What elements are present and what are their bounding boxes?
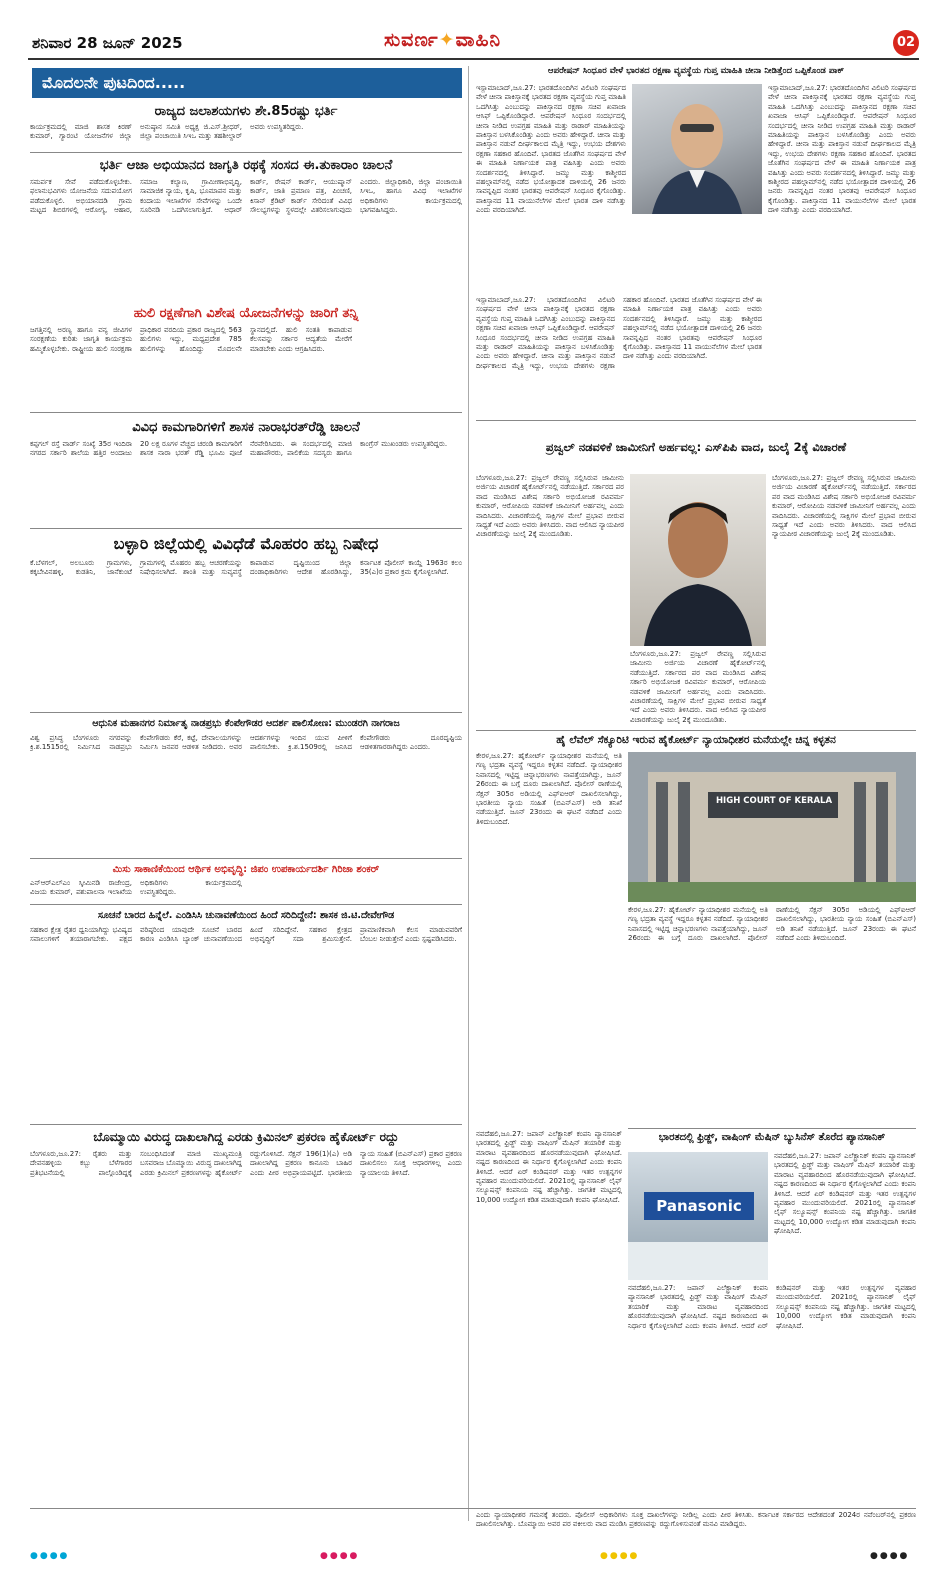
- column-divider: [468, 66, 469, 1521]
- minister-photo: [632, 84, 762, 214]
- article-kempegowda: [30, 718, 462, 854]
- article-awareness-chariot: [30, 158, 462, 306]
- article-body: ವಿಶ್ವ ಪ್ರಸಿದ್ಧ ಬೆಂಗಳೂರು ನಗರವನ್ನು ಕ್ರಿ.ಶ.1515ರಲ್ಲಿ ನಿರ್ಮಿಸಿದ ನಾಡಪ್ರಭು ಕೆಂಪೇಗೌಡರು ಕೆರೆ, ಕಟ್ಟೆ, ದೇವಾಲಯಗಳನ್ನು ನಿರ್ಮಿಸಿ ಜನಪರ ಆಡಳಿತ ನೀಡಿದರು. ಅವರ ಆದರ್ಶಗಳನ್ನು ಇಂದಿನ ಯುವ ಪೀಳಿಗೆ ಪಾಲಿಸಬೇಕು. ಕ್ರಿ.ಶ.1509ರಲ್ಲಿ ಜನಿಸಿದ ಕೆಂಪೇಗೌಡರು ದೂರದೃಷ್ಟಿಯ ಆಡಳಿತಗಾರರಾಗಿದ್ದರು ಎಂದರು.: [30, 734, 462, 752]
- headline: ಸೂಚನೆ ಬಾರದ ಹಿನ್ನೆಲೆ. ಎಂಡಿಸಿಸಿ ಚುನಾವಣೆಯಿಂದ ಹಿಂದೆ ಸರಿದಿದ್ದೇನೆ: ಶಾಸಕ ಜಿ.ಟಿ.ದೇವೇಗೌಡ: [97, 910, 395, 921]
- masthead-rule: [28, 58, 919, 60]
- article-body: ಕಾರ್ಯಕ್ರಮದಲ್ಲಿ ಮಾಜಿ ಶಾಸಕ ಕಿರಣ್ ಕುಮಾರ್, ಗ್ಯಾರಂಟಿ ಯೋಜನೆಗಳ ಜಿಲ್ಲಾ ಅನುಷ್ಠಾನ ಸಮಿತಿ ಅಧ್ಯಕ್ಷ ಜಿ.ಎಸ್.ಶ್ರೀಧರ್, ಜಿಲ್ಲಾ ಪಂಚಾಯಿತಿ ಸಿಇಒ ಮತ್ತು ತಹಶೀಲ್ದಾರ್ ಅವರು ಉಪಸ್ಥಿತರಿದ್ದರು.: [30, 123, 304, 141]
- headline: ವಿವಿಧ ಕಾಮಗಾರಿಗಳಿಗೆ ಶಾಸಕ ನಾರಾಭರತ್‌ರೆಡ್ಡಿ ಚಾಲನೆ: [132, 420, 360, 435]
- headline: ಬೊಮ್ಮಾಯಿ ವಿರುದ್ಧ ದಾಖಲಾಗಿದ್ದ ಎರಡು ಕ್ರಿಮಿನಲ್ ಪ್ರಕರಣ ಹೈಕೋರ್ಟ್ ರದ್ದು: [93, 1130, 399, 1144]
- article-body-col-3: ಇಸ್ಲಾಮಾಬಾದ್,ಜೂ.27: ಭಾರತದೊಂದಿಗಿನ ವಿಲಿಟರಿ ಸಂಘರ್ಷದ ವೇಳೆ ಚೀನಾ ಪಾಕಿಸ್ತಾನಕ್ಕೆ ಭಾರತದ ರಕ್ಷಣಾ ವ್ಯವಸ್ಥೆಯ ಗುಪ್ತ ಮಾಹಿತಿ ಒದಗಿಸಿತ್ತು ಎಂಬುದನ್ನು ಪಾಕಿಸ್ತಾನದ ರಕ್ಷಣಾ ಸಚಿವ ಖವಾಜಾ ಆಸಿಫ್ ಒಪ್ಪಿಕೊಂಡಿದ್ದಾರೆ. ಆಪರೇಷನ್ ಸಿಂಧೂರ ಸಂದರ್ಭದಲ್ಲಿ ಚೀನಾ ನೀಡಿದ ಉಪಗ್ರಹ ಮಾಹಿತಿ ಮತ್ತು ರಾಡಾರ್ ಮಾಹಿತಿಯನ್ನು ಪಾಕಿಸ್ತಾನ ಬಳಸಿಕೊಂಡಿತ್ತು ಎಂದು ಅವರು ಹೇಳಿದ್ದಾರೆ. ಚೀನಾ ಮತ್ತು ಪಾಕಿಸ್ತಾನ ನಡುವೆ ದೀರ್ಘಕಾಲದ ಮೈತ್ರಿ ಇದ್ದು, ಉಭಯ ದೇಶಗಳು ರಕ್ಷಣಾ ಸಹಕಾರ ಹೊಂದಿವೆ. ಭಾರತದ ಜೊತೆಗಿನ ಸಂಘರ್ಷದ ವೇಳೆ ಈ ಮಾಹಿತಿ ನಿರ್ಣಾಯಕ ಪಾತ್ರ ವಹಿಸಿತ್ತು ಎಂದು ಅವರು ಸಂದರ್ಶನದಲ್ಲಿ ತಿಳಿಸಿದ್ದಾರೆ. ಜಮ್ಮು ಮತ್ತು ಕಾಶ್ಮೀರದ ಪಹಲ್ಗಾಮ್‌ನಲ್ಲಿ ನಡೆದ ಭಯೋತ್ಪಾದಕ ದಾಳಿಯಲ್ಲಿ 26 ಜನರು ಸಾವನ್ನಪ್ಪಿದ ನಂತರ ಭಾರತವು ಆಪರೇಷನ್ ಸಿಂಧೂರ ಕೈಗೊಂಡಿತ್ತು. ಪಾಕಿಸ್ತಾನದ 11 ವಾಯುನೆಲೆಗಳ ಮೇಲೆ ಭಾರತ ದಾಳಿ ನಡೆಸಿತ್ತು ಎಂದು ವರದಿಯಾಗಿದೆ.: [768, 84, 916, 215]
- article-body-col-3: ನವದೆಹಲಿ,ಜೂ.27: ಜಪಾನ್ ಎಲೆಕ್ಟ್ರಾನಿಕ್ ಕಂಪನಿ ಪ್ಯಾನಸಾನಿಕ್ ಭಾರತದಲ್ಲಿ ಫ್ರಿಡ್ಜ್ ಮತ್ತು ವಾಷಿಂಗ್ ಮೆಷಿನ್ ತಯಾರಿಕೆ ಮತ್ತು ಮಾರಾಟ ವ್ಯವಹಾರದಿಂದ ಹೊರನಡೆಯುವುದಾಗಿ ಘೋಷಿಸಿದೆ. ನಷ್ಟದ ಕಾರಣದಿಂದ ಈ ನಿರ್ಧಾರ ಕೈಗೊಳ್ಳಲಾಗಿದೆ ಎಂದು ಕಂಪನಿ ತಿಳಿಸಿದೆ. ಆದರೆ ಏರ್ ಕಂಡಿಷನರ್ ಮತ್ತು ಇತರ ಉತ್ಪನ್ನಗಳ ವ್ಯವಹಾರ ಮುಂದುವರಿಯಲಿದೆ. 2021ರಲ್ಲಿ ಪ್ಯಾನಸಾನಿಕ್ ಲೈಫ್ ಸಲ್ಯೂಷನ್ಸ್ ಕಂಪನಿಯ ನಷ್ಟ ಹೆಚ್ಚಾಗಿತ್ತು. ಜಾಗತಿಕ ಮಟ್ಟದಲ್ಲಿ 10,000 ಉದ್ಯೋಗ ಕಡಿತ ಮಾಡುವುದಾಗಿ ಕಂಪನಿ ಘೋಷಿಸಿದೆ.: [774, 1152, 916, 1236]
- article-panasonic: [628, 1132, 916, 1143]
- article-body-cols-2-3: ಕೇರಳ,ಜೂ.27: ಹೈಕೋರ್ಟ್ ನ್ಯಾಯಾಧೀಶರ ಮನೆಯಲ್ಲಿ ಅತಿ ಗಣ್ಯ ಭದ್ರತಾ ವ್ಯವಸ್ಥೆ ಇದ್ದರೂ ಕಳ್ಳತನ ನಡೆದಿದೆ. ನ್ಯಾಯಾಧೀಶರ ನಿವಾಸದಲ್ಲಿ ಇಟ್ಟಿದ್ದ ಚಿನ್ನಾಭರಣಗಳು ನಾಪತ್ತೆಯಾಗಿದ್ದು, ಜೂನ್ 26ರಂದು ಈ ಬಗ್ಗೆ ದೂರು ದಾಖಲಾಗಿದೆ. ಪೊಲೀಸ್ ಠಾಣೆಯಲ್ಲಿ ಸೆಕ್ಷನ್ 305ರ ಅಡಿಯಲ್ಲಿ ಎಫ್‌ಐಆರ್ ದಾಖಲಿಸಲಾಗಿದ್ದು, ಭಾರತೀಯ ನ್ಯಾಯ ಸಂಹಿತೆ (ಬಿಎನ್‌ಎಸ್) ಅಡಿ ತನಿಖೆ ನಡೆಯುತ್ತಿದೆ. ಜೂನ್ 23ರಂದು ಈ ಘಟನೆ ನಡೆದಿದೆ ಎಂದು ತಿಳಿದುಬಂದಿದೆ.: [628, 906, 916, 943]
- article-body: ಜಗತ್ತಿನಲ್ಲಿ ಅರಣ್ಯ ಹಾಗೂ ವನ್ಯ ಜೀವಿಗಳ ಸಂರಕ್ಷಣೆಯ ಕುರಿತು ಜಾಗೃತಿ ಕಾರ್ಯಕ್ರಮ ಹಮ್ಮಿಕೊಳ್ಳಬೇಕು. ರಾಷ್ಟ್ರೀಯ ಹುಲಿ ಸಂರಕ್ಷಣಾ ಪ್ರಾಧಿಕಾರ ವರದಿಯ ಪ್ರಕಾರ ರಾಜ್ಯದಲ್ಲಿ 563 ಹುಲಿಗಳು ಇದ್ದು, ಮಧ್ಯಪ್ರದೇಶ 785 ಹುಲಿಗಳನ್ನು ಹೊಂದಿದ್ದು ಮೊದಲನೇ ಸ್ಥಾನದಲ್ಲಿದೆ. ಹುಲಿ ಸಂತತಿ ಕಾಪಾಡುವ ಕೆಲಸವನ್ನು ಸರ್ಕಾರ ಆದ್ಯತೆಯ ಮೇರೆಗೆ ಮಾಡಬೇಕು ಎಂದು ಆಗ್ರಹಿಸಿದರು.: [30, 326, 352, 353]
- article-body-continued: ಇಸ್ಲಾಮಾಬಾದ್,ಜೂ.27: ಭಾರತದೊಂದಿಗಿನ ವಿಲಿಟರಿ ಸಂಘರ್ಷದ ವೇಳೆ ಚೀನಾ ಪಾಕಿಸ್ತಾನಕ್ಕೆ ಭಾರತದ ರಕ್ಷಣಾ ವ್ಯವಸ್ಥೆಯ ಗುಪ್ತ ಮಾಹಿತಿ ಒದಗಿಸಿತ್ತು ಎಂಬುದನ್ನು ಪಾಕಿಸ್ತಾನದ ರಕ್ಷಣಾ ಸಚಿವ ಖವಾಜಾ ಆಸಿಫ್ ಒಪ್ಪಿಕೊಂಡಿದ್ದಾರೆ. ಆಪರೇಷನ್ ಸಿಂಧೂರ ಸಂದರ್ಭದಲ್ಲಿ ಚೀನಾ ನೀಡಿದ ಉಪಗ್ರಹ ಮಾಹಿತಿ ಮತ್ತು ರಾಡಾರ್ ಮಾಹಿತಿಯನ್ನು ಪಾಕಿಸ್ತಾನ ಬಳಸಿಕೊಂಡಿತ್ತು ಎಂದು ಅವರು ಹೇಳಿದ್ದಾರೆ. ಚೀನಾ ಮತ್ತು ಪಾಕಿಸ್ತಾನ ನಡುವೆ ದೀರ್ಘಕಾಲದ ಮೈತ್ರಿ ಇದ್ದು, ಉಭಯ ದೇಶಗಳು ರಕ್ಷಣಾ ಸಹಕಾರ ಹೊಂದಿವೆ. ಭಾರತದ ಜೊತೆಗಿನ ಸಂಘರ್ಷದ ವೇಳೆ ಈ ಮಾಹಿತಿ ನಿರ್ಣಾಯಕ ಪಾತ್ರ ವಹಿಸಿತ್ತು ಎಂದು ಅವರು ಸಂದರ್ಶನದಲ್ಲಿ ತಿಳಿಸಿದ್ದಾರೆ. ಜಮ್ಮು ಮತ್ತು ಕಾಶ್ಮೀರದ ಪಹಲ್ಗಾಮ್‌ನಲ್ಲಿ ನಡೆದ ಭಯೋತ್ಪಾದಕ ದಾಳಿಯಲ್ಲಿ 26 ಜನರು ಸಾವನ್ನಪ್ಪಿದ ನಂತರ ಭಾರತವು ಆಪರೇಷನ್ ಸಿಂಧೂರ ಕೈಗೊಂಡಿತ್ತು. ಪಾಕಿಸ್ತಾನದ 11 ವಾಯುನೆಲೆಗಳ ಮೇಲೆ ಭಾರತ ದಾಳಿ ನಡೆಸಿತ್ತು ಎಂದು ವರದಿಯಾಗಿದೆ.: [476, 296, 762, 370]
- article-body-col-1: ಇಸ್ಲಾಮಾಬಾದ್,ಜೂ.27: ಭಾರತದೊಂದಿಗಿನ ವಿಲಿಟರಿ ಸಂಘರ್ಷದ ವೇಳೆ ಚೀನಾ ಪಾಕಿಸ್ತಾನಕ್ಕೆ ಭಾರತದ ರಕ್ಷಣಾ ವ್ಯವಸ್ಥೆಯ ಗುಪ್ತ ಮಾಹಿತಿ ಒದಗಿಸಿತ್ತು ಎಂಬುದನ್ನು ಪಾಕಿಸ್ತಾನದ ರಕ್ಷಣಾ ಸಚಿವ ಖವಾಜಾ ಆಸಿಫ್ ಒಪ್ಪಿಕೊಂಡಿದ್ದಾರೆ. ಆಪರೇಷನ್ ಸಿಂಧೂರ ಸಂದರ್ಭದಲ್ಲಿ ಚೀನಾ ನೀಡಿದ ಉಪಗ್ರಹ ಮಾಹಿತಿ ಮತ್ತು ರಾಡಾರ್ ಮಾಹಿತಿಯನ್ನು ಪಾಕಿಸ್ತಾನ ಬಳಸಿಕೊಂಡಿತ್ತು ಎಂದು ಅವರು ಹೇಳಿದ್ದಾರೆ. ಚೀನಾ ಮತ್ತು ಪಾಕಿಸ್ತಾನ ನಡುವೆ ದೀರ್ಘಕಾಲದ ಮೈತ್ರಿ ಇದ್ದು, ಉಭಯ ದೇಶಗಳು ರಕ್ಷಣಾ ಸಹಕಾರ ಹೊಂದಿವೆ. ಭಾರತದ ಜೊತೆಗಿನ ಸಂಘರ್ಷದ ವೇಳೆ ಈ ಮಾಹಿತಿ ನಿರ್ಣಾಯಕ ಪಾತ್ರ ವಹಿಸಿತ್ತು ಎಂದು ಅವರು ಸಂದರ್ಶನದಲ್ಲಿ ತಿಳಿಸಿದ್ದಾರೆ. ಜಮ್ಮು ಮತ್ತು ಕಾಶ್ಮೀರದ ಪಹಲ್ಗಾಮ್‌ನಲ್ಲಿ ನಡೆದ ಭಯೋತ್ಪಾದಕ ದಾಳಿಯಲ್ಲಿ 26 ಜನರು ಸಾವನ್ನಪ್ಪಿದ ನಂತರ ಭಾರತವು ಆಪರೇಷನ್ ಸಿಂಧೂರ ಕೈಗೊಂಡಿತ್ತು. ಪಾಕಿಸ್ತಾನದ 11 ವಾಯುನೆಲೆಗಳ ಮೇಲೆ ಭಾರತ ದಾಳಿ ನಡೆಸಿತ್ತು ಎಂದು ವರದಿಯಾಗಿದೆ.: [476, 84, 626, 215]
- section-banner: ಮೊದಲನೇ ಪುಟದಿಂದ.....: [32, 68, 462, 98]
- headline: ಆಪರೇಷನ್ ಸಿಂಧೂರ ವೇಳೆ ಭಾರತದ ರಕ್ಷಣಾ ವ್ಯವಸ್ಥೆಯ ಗುಪ್ತ ಮಾಹಿತಿ ಚೀನಾ ನೀಡಿತ್ತೆಂದ ಒಪ್ಪಿಕೊಂಡ ಪಾಕ್: [547, 66, 845, 76]
- article-body: ಕಪ್ಪಗಲ್ ರಸ್ತೆ ವಾರ್ಡ್ ಸಂಖ್ಯೆ 35ರ ಇಂದಿರಾ ನಗರದ ಸರ್ಕಾರಿ ಶಾಲೆಯ ಹತ್ತಿರ ಅಂದಾಜು 20 ಲಕ್ಷ ರೂಗಳ ವೆಚ್ಚದ ಚರಂಡಿ ಕಾಮಗಾರಿಗೆ ಶಾಸಕ ನಾರಾ ಭರತ್ ರೆಡ್ಡಿ ಭೂಮಿ ಪೂಜೆ ನೆರವೇರಿಸಿದರು. ಈ ಸಂದರ್ಭದಲ್ಲಿ ಮಾಜಿ ಮಹಾಪೌರರು, ಪಾಲಿಕೆಯ ಸದಸ್ಯರು ಹಾಗೂ ಕಾಂಗ್ರೆಸ್ ಮುಖಂಡರು ಉಪಸ್ಥಿತರಿದ್ದರು.: [30, 440, 448, 458]
- headline: ಹೈ ಲೆವೆಲ್ ಸೆಕ್ಯೂರಿಟಿ ಇರುವ ಹೈಕೋರ್ಟ್ ನ್ಯಾಯಾಧೀಶರ ಮನೆಯಲ್ಲೇ ಚಿನ್ನ ಕಳ್ಳತನ: [556, 734, 836, 746]
- article-body: ಸಮರ್ಪಕ ಸೇವೆ ಪಡೆದುಕೊಳ್ಳಬೇಕು. ಫಲಾನುಭವಿಗಳು ಯೋಜನೆಯ ಸದುಪಯೋಗ ಪಡೆದುಕೊಳ್ಳಲಿ. ಅಭಿಯಾನದಡಿ ಗ್ರಾಮ ಮಟ್ಟದ ಶಿಬಿರಗಳಲ್ಲಿ ಆರೋಗ್ಯ, ಆಹಾರ, ಸಮಾಜ ಕಲ್ಯಾಣ, ಗ್ರಾಮೀಣಾಭಿವೃದ್ಧಿ, ಸಾಮಾಜಿಕ ನ್ಯಾಯ, ಕೃಷಿ, ಭೂಮಾಪನ ಮತ್ತು ಕಂದಾಯ ಇಲಾಖೆಗಳ ಸೇವೆಗಳನ್ನು ಒಂದೇ ಸೂರಿನಡಿ ಒದಗಿಸಲಾಗುತ್ತಿದೆ. ಆಧಾರ್ ಕಾರ್ಡ್, ರೇಷನ್ ಕಾರ್ಡ್, ಆಯುಷ್ಮಾನ್ ಕಾರ್ಡ್, ಜಾತಿ ಪ್ರಮಾಣ ಪತ್ರ, ಪಿಂಚಣಿ, ಕಿಸಾನ್ ಕ್ರೆಡಿಟ್ ಕಾರ್ಡ್ ಸೇರಿದಂತೆ ವಿವಿಧ ಸೌಲಭ್ಯಗಳನ್ನು ಸ್ಥಳದಲ್ಲೇ ವಿತರಿಸಲಾಗುವುದು ಎಂದರು. ಜಿಲ್ಲಾಧಿಕಾರಿ, ಜಿಲ್ಲಾ ಪಂಚಾಯಿತಿ ಸಿಇಒ, ಹಾಗೂ ವಿವಿಧ ಇಲಾಖೆಗಳ ಅಧಿಕಾರಿಗಳು ಕಾರ್ಯಕ್ರಮದಲ್ಲಿ ಭಾಗವಹಿಸಿದ್ದರು.: [30, 178, 462, 215]
- article-body-col-1: ನವದೆಹಲಿ,ಜೂ.27: ಜಪಾನ್ ಎಲೆಕ್ಟ್ರಾನಿಕ್ ಕಂಪನಿ ಪ್ಯಾನಸಾನಿಕ್ ಭಾರತದಲ್ಲಿ ಫ್ರಿಡ್ಜ್ ಮತ್ತು ವಾಷಿಂಗ್ ಮೆಷಿನ್ ತಯಾರಿಕೆ ಮತ್ತು ಮಾರಾಟ ವ್ಯವಹಾರದಿಂದ ಹೊರನಡೆಯುವುದಾಗಿ ಘೋಷಿಸಿದೆ. ನಷ್ಟದ ಕಾರಣದಿಂದ ಈ ನಿರ್ಧಾರ ಕೈಗೊಳ್ಳಲಾಗಿದೆ ಎಂದು ಕಂಪನಿ ತಿಳಿಸಿದೆ. ಆದರೆ ಏರ್ ಕಂಡಿಷನರ್ ಮತ್ತು ಇತರ ಉತ್ಪನ್ನಗಳ ವ್ಯವಹಾರ ಮುಂದುವರಿಯಲಿದೆ. 2021ರಲ್ಲಿ ಪ್ಯಾನಸಾನಿಕ್ ಲೈಫ್ ಸಲ್ಯೂಷನ್ಸ್ ಕಂಪನಿಯ ನಷ್ಟ ಹೆಚ್ಚಾಗಿತ್ತು. ಜಾಗತಿಕ ಮಟ್ಟದಲ್ಲಿ 10,000 ಉದ್ಯೋಗ ಕಡಿತ ಮಾಡುವುದಾಗಿ ಕಂಪನಿ ಘೋಷಿಸಿದೆ.: [476, 1130, 622, 1204]
- logo-right: ವಾಹಿನಿ: [455, 29, 502, 51]
- article-body: ಕೆ.ಬೆಳಗಲ್, ಅಲಬೂರು ಗ್ರಾಮಗಳು, ಕಕ್ಕಬೇವಿನಹಳ್ಳಿ, ಕುಡತಿನಿ, ಜಾನೆಕುಂಟೆ ಗ್ರಾಮಗಳಲ್ಲಿ ಮೊಹರಂ ಹಬ್ಬ ಆಚರಣೆಯನ್ನು ನಿಷೇಧಿಸಲಾಗಿದೆ. ಶಾಂತಿ ಮತ್ತು ಸುವ್ಯವಸ್ಥೆ ಕಾಪಾಡುವ ದೃಷ್ಟಿಯಿಂದ ಜಿಲ್ಲಾ ದಂಡಾಧಿಕಾರಿಗಳು ಆದೇಶ ಹೊರಡಿಸಿದ್ದು, ಕರ್ನಾಟಕ ಪೊಲೀಸ್ ಕಾಯ್ದೆ 1963ರ ಕಲಂ 35(ಎ)ರ ಪ್ರಕಾರ ಕ್ರಮ ಕೈಗೊಳ್ಳಲಾಗಿದೆ.: [30, 559, 462, 577]
- article-tiger-protection: [30, 306, 462, 416]
- article-body: ಸಹಕಾರ ಕ್ಷೇತ್ರ ರೈತರ ಧ್ವನಿಯಾಗಿದ್ದು ಭವಿಷ್ಯದ ಸವಾಲುಗಳಿಗೆ ತಯಾರಾಗಬೇಕು. ಪಕ್ಷದ ವರಿಷ್ಠರಿಂದ ಯಾವುದೇ ಸೂಚನೆ ಬಾರದ ಕಾರಣ ಎಂಡಿಸಿಸಿ ಬ್ಯಾಂಕ್ ಚುನಾವಣೆಯಿಂದ ಹಿಂದೆ ಸರಿದಿದ್ದೇನೆ. ಸಹಕಾರ ಕ್ಷೇತ್ರದ ಅಭಿವೃದ್ಧಿಗೆ ಸದಾ ಶ್ರಮಿಸುತ್ತೇನೆ. ಪ್ರಾಮಾಣಿಕವಾಗಿ ಕೆಲಸ ಮಾಡುವವರಿಗೆ ಬೆಂಬಲ ನೀಡುತ್ತೇನೆ ಎಂದು ಸ್ಪಷ್ಟಪಡಿಸಿದರು.: [30, 926, 462, 944]
- article-body-col-1: ಬೆಂಗಳೂರು,ಜೂ.27: ಪ್ರಜ್ವಲ್ ರೇವಣ್ಣ ಸಲ್ಲಿಸಿರುವ ಜಾಮೀನು ಅರ್ಜಿಯ ವಿಚಾರಣೆ ಹೈಕೋರ್ಟ್‌ನಲ್ಲಿ ನಡೆಯುತ್ತಿದೆ. ಸರ್ಕಾರದ ಪರ ವಾದ ಮಂಡಿಸಿದ ವಿಶೇಷ ಸರ್ಕಾರಿ ಅಭಿಯೋಜಕ ರವಿವರ್ಮ ಕುಮಾರ್, ಆರೋಪಿಯ ನಡವಳಿಕೆ ಜಾಮೀನಿಗೆ ಅರ್ಹವಲ್ಲ ಎಂದು ವಾದಿಸಿದರು. ವಿಚಾರಣೆಯಲ್ಲಿ ಸಾಕ್ಷಿಗಳ ಮೇಲೆ ಪ್ರಭಾವ ಬೀರುವ ಸಾಧ್ಯತೆ ಇದೆ ಎಂದು ಅವರು ತಿಳಿಸಿದರು. ವಾದ ಆಲಿಸಿದ ನ್ಯಾಯಪೀಠ ವಿಚಾರಣೆಯನ್ನು ಜುಲೈ 2ಕ್ಕೆ ಮುಂದೂಡಿತು.: [476, 474, 624, 539]
- article-body-col-3: ಬೆಂಗಳೂರು,ಜೂ.27: ಪ್ರಜ್ವಲ್ ರೇವಣ್ಣ ಸಲ್ಲಿಸಿರುವ ಜಾಮೀನು ಅರ್ಜಿಯ ವಿಚಾರಣೆ ಹೈಕೋರ್ಟ್‌ನಲ್ಲಿ ನಡೆಯುತ್ತಿದೆ. ಸರ್ಕಾರದ ಪರ ವಾದ ಮಂಡಿಸಿದ ವಿಶೇಷ ಸರ್ಕಾರಿ ಅಭಿಯೋಜಕ ರವಿವರ್ಮ ಕುಮಾರ್, ಆರೋಪಿಯ ನಡವಳಿಕೆ ಜಾಮೀನಿಗೆ ಅರ್ಹವಲ್ಲ ಎಂದು ವಾದಿಸಿದರು. ವಿಚಾರಣೆಯಲ್ಲಿ ಸಾಕ್ಷಿಗಳ ಮೇಲೆ ಪ್ರಭಾವ ಬೀರುವ ಸಾಧ್ಯತೆ ಇದೆ ಎಂದು ಅವರು ತಿಳಿಸಿದರು. ವಾದ ಆಲಿಸಿದ ನ್ಯಾಯಪೀಠ ವಿಚಾರಣೆಯನ್ನು ಜುಲೈ 2ಕ್ಕೆ ಮುಂದೂಡಿತು.: [772, 474, 916, 539]
- color-registration-marks: ●●●●: [870, 1551, 910, 1561]
- court-sign: HIGH COURT OF KERALA: [715, 796, 833, 806]
- divider: [30, 528, 462, 529]
- divider: [30, 904, 462, 905]
- divider: [30, 412, 462, 413]
- headline: ಹುಲಿ ರಕ್ಷಣೆಗಾಗಿ ವಿಶೇಷ ಯೋಜನೆಗಳನ್ನು ಜಾರಿಗೆ ತನ್ನಿ: [133, 306, 359, 321]
- headline: ಭರ್ತಿ ಆಜಾ ಅಭಿಯಾನದ ಜಾಗೃತಿ ರಥಕ್ಕೆ ಸಂಸದ ಈ.ತುಕಾರಾಂ ಚಾಲನೆ: [99, 158, 393, 173]
- article-mla-works: [30, 420, 462, 532]
- masthead: [0, 0, 945, 60]
- article-judge-theft: [476, 734, 916, 747]
- headline: ಆಧುನಿಕ ಮಹಾನಗರ ನಿರ್ಮಾತೃ ನಾಡಪ್ರಭು ಕೆಂಪೇಗೌಡರ ಆದರ್ಶ ಪಾಲಿಸೋಣ: ಮುಂಡರಗಿ ನಾಗರಾಜ: [92, 718, 400, 729]
- article-muharram-ban: [30, 534, 462, 709]
- article-body: ಎನ್‌ಆರ್‌ಎಲ್‌ಎಂ ಸ್ಕೀಮಿನಡಿ ರಾಜೇಂದ್ರ, ವಿಜಯ ಕುಮಾರ್, ಪಶುಪಾಲನಾ ಇಲಾಖೆಯ ಅಧಿಕಾರಿಗಳು ಕಾರ್ಯಕ್ರಮದಲ್ಲಿ ಉಪಸ್ಥಿತರಿದ್ದರು.: [30, 879, 242, 897]
- headline: ಭಾರತದಲ್ಲಿ ಫ್ರಿಡ್ಜ್, ವಾಷಿಂಗ್ ಮೆಷಿನ್ ಬ್ಯುಸಿನೆಸ್ ತೊರೆದ ಪ್ಯಾನಸಾನಿಕ್: [658, 1132, 886, 1143]
- headline: ರಾಜ್ಯದ ಜಲಾಶಯಗಳು ಶೇ.85ರಷ್ಟು ಭರ್ತಿ: [154, 104, 338, 119]
- divider: [476, 730, 916, 731]
- article-body: ಬೆಂಗಳೂರು,ಜೂ.27: ರೈತರು ಮತ್ತು ದೇವನಹಳ್ಳಿಯ ಕಬ್ಬು ಬೆಳೆಗಾರರ ಪ್ರತಿಭಟನೆಯಲ್ಲಿ ಪಾಲ್ಗೊಂಡಿದ್ದಕ್ಕೆ ಸಂಬಂಧಿಸಿದಂತೆ ಮಾಜಿ ಮುಖ್ಯಮಂತ್ರಿ ಬಸವರಾಜ ಬೊಮ್ಮಾಯಿ ವಿರುದ್ಧ ದಾಖಲಾಗಿದ್ದ ಎರಡು ಕ್ರಿಮಿನಲ್ ಪ್ರಕರಣಗಳನ್ನು ಹೈಕೋರ್ಟ್ ರದ್ದುಗೊಳಿಸಿದೆ. ಸೆಕ್ಷನ್ 196(1)(ಎ) ಅಡಿ ದಾಖಲಾಗಿದ್ದ ಪ್ರಕರಣ ಕಾನೂನು ಬಾಹಿರ ಎಂದು ಪೀಠ ಅಭಿಪ್ರಾಯಪಟ್ಟಿದೆ. ಭಾರತೀಯ ನ್ಯಾಯ ಸಂಹಿತೆ (ಬಿಎನ್‌ಎಸ್) ಪ್ರಕಾರ ಪ್ರಕರಣ ದಾಖಲಿಸಲು ಸೂಕ್ತ ಆಧಾರಗಳಿಲ್ಲ ಎಂದು ನ್ಯಾಯಾಲಯ ತಿಳಿಸಿದೆ.: [30, 1150, 462, 1177]
- color-registration-marks: ●●●●: [600, 1551, 640, 1561]
- headline: ಬಳ್ಳಾರಿ ಜಿಲ್ಲೆಯಲ್ಲಿ ವಿವಿಧೆಡೆ ಮೊಹರಂ ಹಬ್ಬ ನಿಷೇಧ: [113, 534, 379, 553]
- article-bommai-cases: [30, 1130, 462, 1520]
- divider: [30, 712, 462, 713]
- photo-floor: [628, 1242, 768, 1280]
- newspaper-logo: [384, 29, 501, 51]
- color-registration-marks: ●●●●: [30, 1551, 70, 1561]
- article-fish-farming: [30, 864, 462, 901]
- panasonic-logo: Panasonic: [644, 1192, 754, 1220]
- divider: [476, 420, 916, 421]
- divider: [628, 1128, 916, 1129]
- article-body-bottom: ನವದೆಹಲಿ,ಜೂ.27: ಜಪಾನ್ ಎಲೆಕ್ಟ್ರಾನಿಕ್ ಕಂಪನಿ ಪ್ಯಾನಸಾನಿಕ್ ಭಾರತದಲ್ಲಿ ಫ್ರಿಡ್ಜ್ ಮತ್ತು ವಾಷಿಂಗ್ ಮೆಷಿನ್ ತಯಾರಿಕೆ ಮತ್ತು ಮಾರಾಟ ವ್ಯವಹಾರದಿಂದ ಹೊರನಡೆಯುವುದಾಗಿ ಘೋಷಿಸಿದೆ. ನಷ್ಟದ ಕಾರಣದಿಂದ ಈ ನಿರ್ಧಾರ ಕೈಗೊಳ್ಳಲಾಗಿದೆ ಎಂದು ಕಂಪನಿ ತಿಳಿಸಿದೆ. ಆದರೆ ಏರ್ ಕಂಡಿಷನರ್ ಮತ್ತು ಇತರ ಉತ್ಪನ್ನಗಳ ವ್ಯವಹಾರ ಮುಂದುವರಿಯಲಿದೆ. 2021ರಲ್ಲಿ ಪ್ಯಾನಸಾನಿಕ್ ಲೈಫ್ ಸಲ್ಯೂಷನ್ಸ್ ಕಂಪನಿಯ ನಷ್ಟ ಹೆಚ್ಚಾಗಿತ್ತು. ಜಾಗತಿಕ ಮಟ್ಟದಲ್ಲಿ 10,000 ಉದ್ಯೋಗ ಕಡಿತ ಮಾಡುವುದಾಗಿ ಕಂಪನಿ ಘೋಷಿಸಿದೆ.: [628, 1284, 916, 1330]
- divider: [30, 152, 462, 153]
- panasonic-photo: [628, 1152, 768, 1280]
- footer-continuation: ಎಂದು ನ್ಯಾಯಾಧೀಶರ ಗಮನಕ್ಕೆ ತಂದರು. ಪೊಲೀಸ್ ಅಧಿಕಾರಿಗಳು ಸೂಕ್ತ ದಾಖಲೆಗಳನ್ನು ನೀಡಿಲ್ಲ ಎಂದು ಪೀಠ ತಿಳಿಸಿತು. ಕರ್ನಾಟಕ ಸರ್ಕಾರದ ಆದೇಶದಂತೆ 2024ರ ನವೆಂಬರ್‌ನಲ್ಲಿ ಪ್ರಕರಣ ದಾಖಲಿಸಲಾಗಿತ್ತು. ಬೊಮ್ಮಾಯಿ ಅವರ ಪರ ವಕೀಲರು ವಾದ ಮಂಡಿಸಿ ಪ್ರಕರಣವನ್ನು ರದ್ದುಗೊಳಿಸುವಂತೆ ಮನವಿ ಮಾಡಿದ್ದರು.: [476, 1511, 916, 1529]
- logo-left: ಸುವರ್ಣ: [384, 29, 439, 51]
- article-prajwal-bail: [476, 440, 916, 455]
- divider: [30, 858, 462, 859]
- color-registration-marks: ●●●●: [320, 1551, 360, 1561]
- issue-date: ಶನಿವಾರ 28 ಜೂನ್ 2025: [32, 34, 183, 52]
- article-body-under-photo: ಬೆಂಗಳೂರು,ಜೂ.27: ಪ್ರಜ್ವಲ್ ರೇವಣ್ಣ ಸಲ್ಲಿಸಿರುವ ಜಾಮೀನು ಅರ್ಜಿಯ ವಿಚಾರಣೆ ಹೈಕೋರ್ಟ್‌ನಲ್ಲಿ ನಡೆಯುತ್ತಿದೆ. ಸರ್ಕಾರದ ಪರ ವಾದ ಮಂಡಿಸಿದ ವಿಶೇಷ ಸರ್ಕಾರಿ ಅಭಿಯೋಜಕ ರವಿವರ್ಮ ಕುಮಾರ್, ಆರೋಪಿಯ ನಡವಳಿಕೆ ಜಾಮೀನಿಗೆ ಅರ್ಹವಲ್ಲ ಎಂದು ವಾದಿಸಿದರು. ವಿಚಾರಣೆಯಲ್ಲಿ ಸಾಕ್ಷಿಗಳ ಮೇಲೆ ಪ್ರಭಾವ ಬೀರುವ ಸಾಧ್ಯತೆ ಇದೆ ಎಂದು ಅವರು ತಿಳಿಸಿದರು. ವಾದ ಆಲಿಸಿದ ನ್ಯಾಯಪೀಠ ವಿಚಾರಣೆಯನ್ನು ಜುಲೈ 2ಕ್ಕೆ ಮುಂದೂಡಿತು.: [630, 650, 766, 724]
- high-court-photo: [628, 752, 916, 902]
- article-mdcc-election: [30, 910, 462, 1122]
- divider: [30, 1124, 462, 1125]
- divider: [30, 1508, 916, 1509]
- prajwal-photo: [630, 474, 766, 646]
- flame-icon: ✦: [438, 29, 456, 51]
- page-number-badge: 02: [893, 30, 919, 56]
- headline: ಪ್ರಜ್ವಲ್ ನಡವಳಿಕೆ ಜಾಮೀನಿಗೆ ಅರ್ಹವಲ್ಲ: ಎಸ್‌ಪಿಪಿ ವಾದ, ಜುಲೈ 2ಕ್ಕೆ ವಿಚಾರಣೆ: [545, 440, 847, 454]
- article-body-col-1: ಕೇರಳ,ಜೂ.27: ಹೈಕೋರ್ಟ್ ನ್ಯಾಯಾಧೀಶರ ಮನೆಯಲ್ಲಿ ಅತಿ ಗಣ್ಯ ಭದ್ರತಾ ವ್ಯವಸ್ಥೆ ಇದ್ದರೂ ಕಳ್ಳತನ ನಡೆದಿದೆ. ನ್ಯಾಯಾಧೀಶರ ನಿವಾಸದಲ್ಲಿ ಇಟ್ಟಿದ್ದ ಚಿನ್ನಾಭರಣಗಳು ನಾಪತ್ತೆಯಾಗಿದ್ದು, ಜೂನ್ 26ರಂದು ಈ ಬಗ್ಗೆ ದೂರು ದಾಖಲಾಗಿದೆ. ಪೊಲೀಸ್ ಠಾಣೆಯಲ್ಲಿ ಸೆಕ್ಷನ್ 305ರ ಅಡಿಯಲ್ಲಿ ಎಫ್‌ಐಆರ್ ದಾಖಲಿಸಲಾಗಿದ್ದು, ಭಾರತೀಯ ನ್ಯಾಯ ಸಂಹಿತೆ (ಬಿಎನ್‌ಎಸ್) ಅಡಿ ತನಿಖೆ ನಡೆಯುತ್ತಿದೆ. ಜೂನ್ 23ರಂದು ಈ ಘಟನೆ ನಡೆದಿದೆ ಎಂದು ತಿಳಿದುಬಂದಿದೆ.: [476, 752, 622, 826]
- article-operation-sindoor: [476, 66, 916, 76]
- headline: ಮಿಸು ಸಾಕಾಣಿಕೆಯಿಂದ ಆರ್ಥಿಕ ಅಭಿವೃದ್ಧಿ: ಜಿಪಂ ಉಪಕಾರ್ಯದರ್ಶಿ ಗಿರಿಜಾ ಶಂಕರ್: [112, 864, 380, 875]
